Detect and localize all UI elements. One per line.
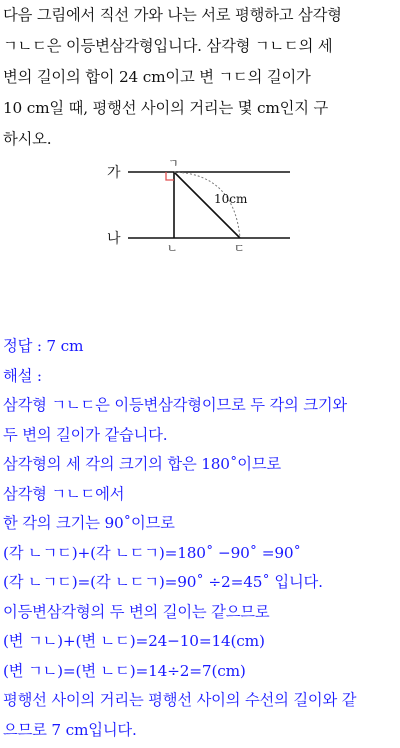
answer-line: (변 ㄱㄴ)=(변 ㄴㄷ)=14÷2=7(cm) <box>3 661 246 680</box>
answer-line: (각 ㄴㄱㄷ)+(각 ㄴㄷㄱ)=180˚ −90˚ =90˚ <box>3 543 301 562</box>
problem-line: ㄱㄴㄷ은 이등변삼각형입니다. 삼각형 ㄱㄴㄷ의 세 <box>3 37 333 55</box>
answer-line: 두 변의 길이가 같습니다. <box>3 425 168 444</box>
vertex-label-a: ㄱ <box>168 157 179 170</box>
triangle-diagram <box>0 155 400 255</box>
answer-line: (변 ㄱㄴ)+(변 ㄴㄷ)=24−10=14(cm) <box>3 632 265 650</box>
answer-line: (각 ㄴㄱㄷ)=(각 ㄴㄷㄱ)=90˚ ÷2=45˚ 입니다. <box>3 573 323 591</box>
answer-line: 정답 : 7 cm <box>3 337 84 355</box>
answer-line: 삼각형의 세 각의 크기의 합은 180˚이므로 <box>3 455 282 473</box>
triangle-figure <box>0 155 400 255</box>
problem-line: 10 cm일 때, 평행선 사이의 거리는 몇 cm인지 구 <box>3 99 329 117</box>
answer-line: 삼각형 ㄱㄴㄷ은 이등변삼각형이므로 두 각의 크기와 <box>3 396 348 414</box>
problem-line: 다음 그림에서 직선 가와 나는 서로 평행하고 삼각형 <box>3 6 342 24</box>
side-length-label: 10cm <box>214 192 248 206</box>
problem-line: 하시오. <box>3 130 52 148</box>
answer-section <box>3 332 399 745</box>
answer-line: 삼각형 ㄱㄴㄷ에서 <box>3 484 125 503</box>
vertex-label-c: ㄷ <box>234 242 245 255</box>
right-angle-mark <box>166 172 174 180</box>
answer-line: 해설 : <box>3 366 42 385</box>
answer-line: 한 각의 크기는 90˚이므로 <box>3 514 175 532</box>
vertex-label-b: ㄴ <box>167 242 178 255</box>
problem-text <box>3 0 399 155</box>
answer-line: 으므로 7 cm입니다. <box>3 720 137 739</box>
line-label-bottom: 나 <box>107 231 121 247</box>
answer-line: 이등변삼각형의 두 변의 길이는 같으므로 <box>3 602 270 621</box>
problem-line: 변의 길이의 합이 24 cm이고 변 ㄱㄷ의 길이가 <box>3 68 311 86</box>
line-label-top: 가 <box>107 165 121 181</box>
answer-line: 평행선 사이의 거리는 평행선 사이의 수선의 길이와 같 <box>3 691 357 709</box>
